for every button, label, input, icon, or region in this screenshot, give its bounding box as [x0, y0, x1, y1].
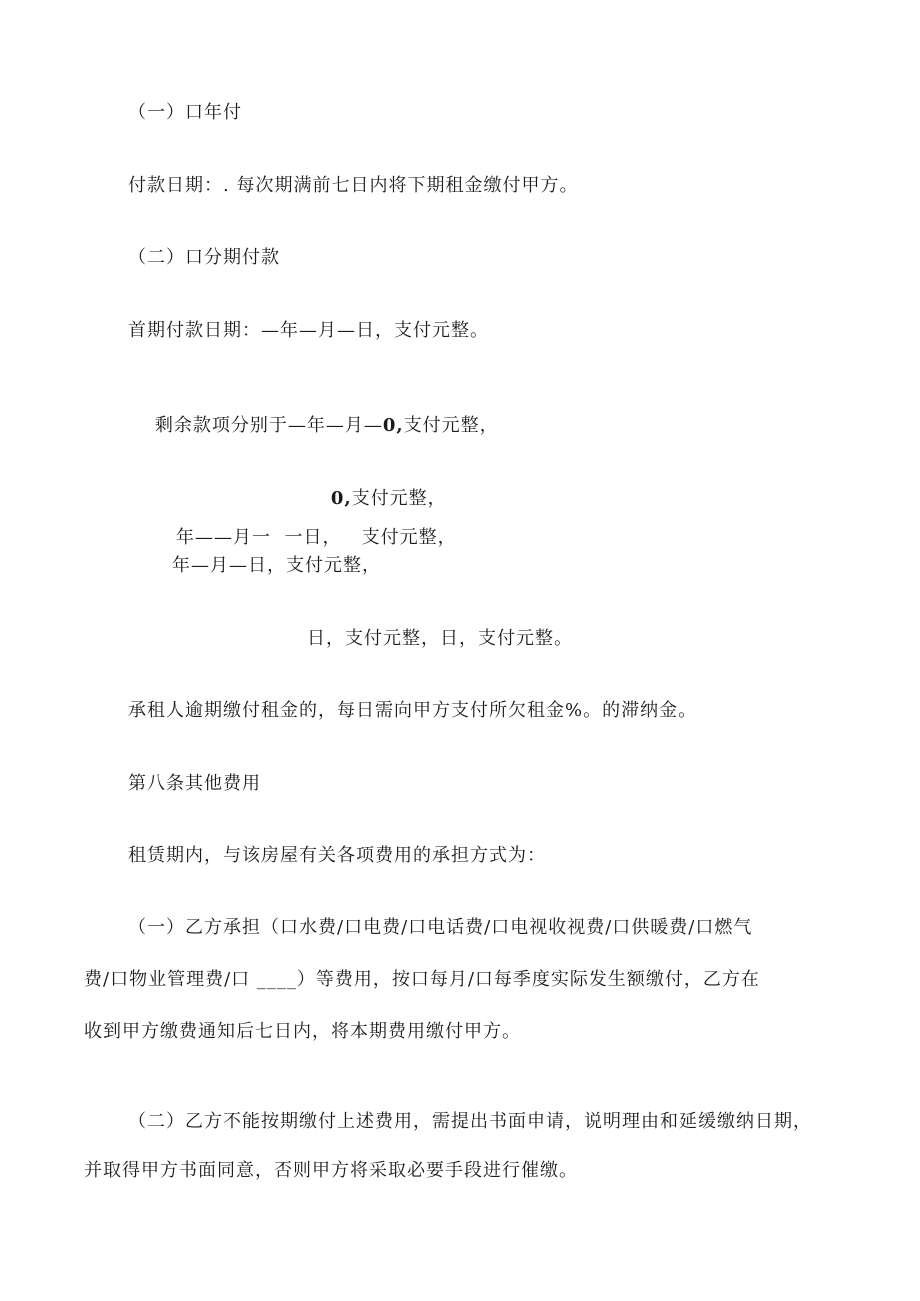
fees-clause-one-line-1: （一）乙方承担（口水费/口电费/口电话费/口电视收视费/口供暖费/口燃气 — [128, 917, 753, 938]
installment-line-3: 年——月一 一日， 支付元整， — [176, 527, 457, 548]
payment-date-line: 付款日期：. 每次期满前七日内将下期租金缴付甲方。 — [128, 175, 579, 196]
installment-line-4: 年—月—日，支付元整， — [172, 555, 381, 576]
fees-clause-two-line-2: 并取得甲方书面同意，否则甲方将采取必要手段进行催缴。 — [84, 1160, 578, 1181]
option-annual-payment: （一）口年付 — [128, 102, 242, 123]
installment-amount-text: 支付元整， — [351, 488, 447, 509]
installment-line-5: 日，支付元整，日，支付元整。 — [307, 628, 573, 649]
installment-zero: 0, — [330, 488, 352, 509]
fees-clause-one-line-3: 收到甲方缴费通知后七日内，将本期费用缴付甲方。 — [84, 1021, 521, 1042]
remaining-payments-line — [128, 393, 499, 459]
remaining-amount-text: 支付元整， — [403, 415, 499, 436]
installment-line-2 — [304, 466, 447, 532]
remaining-zero: 0, — [382, 415, 404, 436]
fees-intro: 租赁期内，与该房屋有关各项费用的承担方式为： — [128, 845, 546, 866]
option-installment-payment: （二）口分期付款 — [128, 247, 280, 268]
first-payment-date-line: 首期付款日期：—年—月—日，支付元整。 — [128, 320, 489, 341]
late-fee-clause: 承租人逾期缴付租金的，每日需向甲方支付所欠租金%。的滞纳金。 — [128, 700, 698, 721]
fees-clause-two-line-1: （二）乙方不能按期缴付上述费用，需提出书面申请，说明理由和延缓缴纳日期， — [128, 1111, 812, 1132]
remaining-payments-text: 剩余款项分别于—年—月— — [154, 415, 383, 436]
fees-clause-one-line-2: 费/口物业管理费/口 ____）等费用，按口每月/口每季度实际发生额缴付，乙方在 — [84, 969, 760, 990]
article-eight-heading: 第八条其他费用 — [128, 773, 261, 794]
